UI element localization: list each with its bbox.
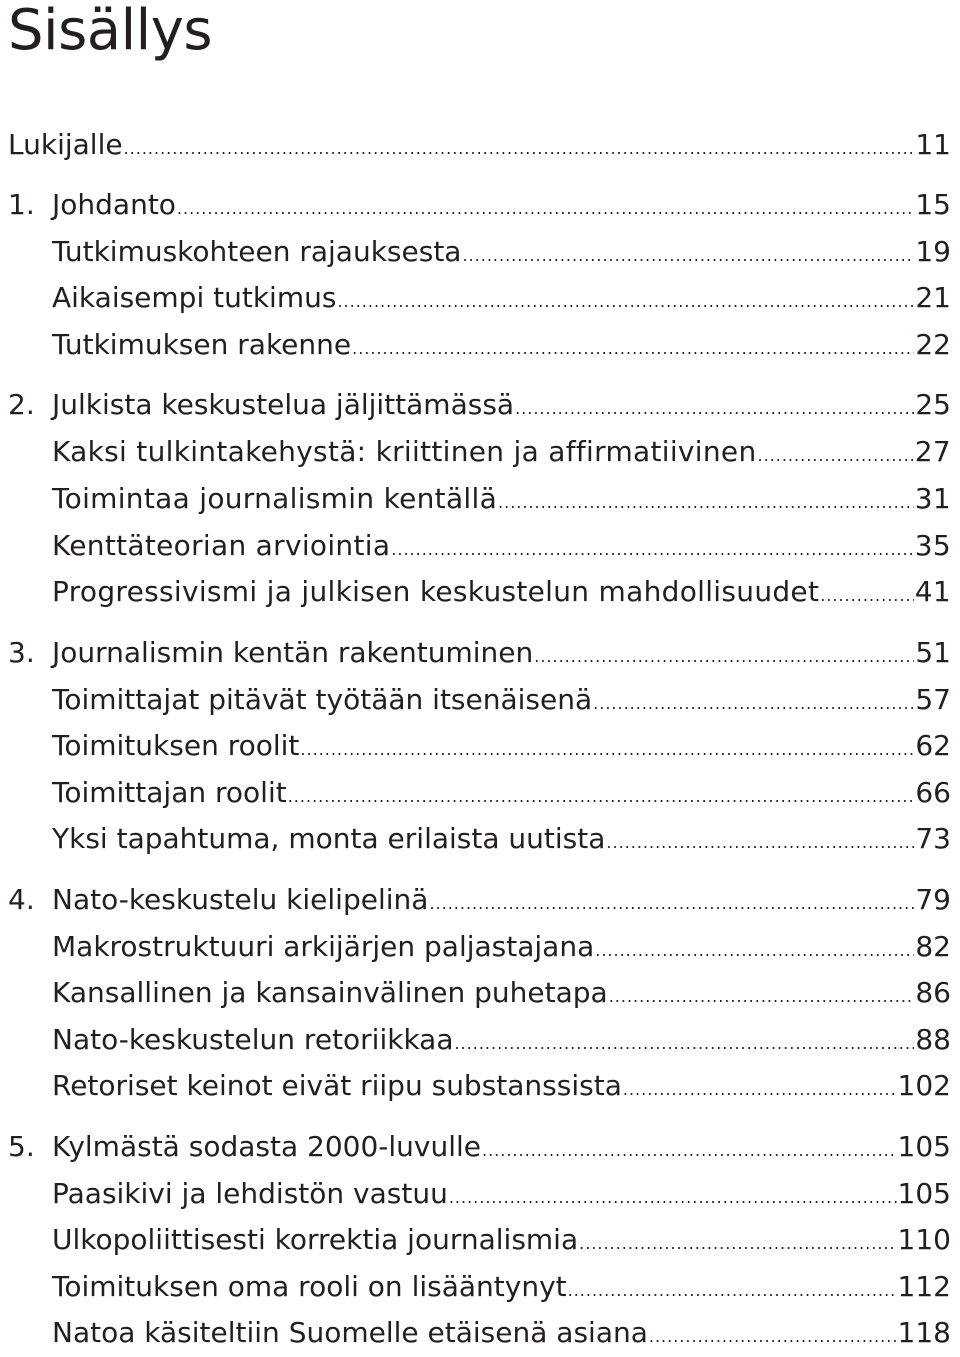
toc-page-number: 82 (915, 930, 951, 963)
dot-leader (820, 576, 914, 616)
toc-section (0, 572, 960, 612)
toc-entry-label: Aikaisempi tutkimus (52, 281, 337, 314)
toc-entry-label: Toimituksen roolit (52, 729, 300, 762)
toc-chapter-2 (0, 385, 960, 425)
toc-section (0, 1020, 960, 1060)
chapter-number: 4. (8, 883, 35, 916)
dot-leader (606, 823, 914, 863)
toc-section (0, 973, 960, 1013)
toc-entry-label: Yksi tapahtuma, monta erilaista uutista (52, 822, 606, 855)
page-title: Sisällys (8, 0, 213, 63)
chapter-number: 5. (8, 1130, 35, 1163)
toc-page-number: 105 (897, 1177, 951, 1210)
dot-leader (482, 1131, 897, 1171)
toc-entry-label: Tutkimuksen rakenne (52, 328, 352, 361)
dot-leader (534, 637, 914, 677)
toc-entry-label: Julkista keskustelua jäljittämässä (52, 388, 515, 421)
dot-leader (758, 436, 914, 476)
dot-leader (498, 483, 914, 523)
dot-leader (391, 530, 913, 570)
toc-section (0, 1313, 960, 1353)
toc-page-number: 105 (897, 1130, 951, 1163)
toc-section (0, 1066, 960, 1106)
toc-entry-label: Journalismin kentän rakentuminen (52, 636, 534, 669)
dot-leader (595, 931, 914, 971)
toc-page-number: 51 (915, 636, 951, 669)
toc-page-number: 19 (915, 235, 951, 268)
toc-page-number: 86 (915, 976, 951, 1009)
chapter-number: 3. (8, 636, 35, 669)
toc-page-number: 57 (915, 683, 951, 716)
toc-entry-label: Nato-keskustelu kielipelinä (52, 883, 429, 916)
toc-section (0, 680, 960, 720)
toc-page-number: 110 (897, 1223, 951, 1256)
toc-section (0, 526, 960, 566)
toc-page-number: 11 (915, 128, 951, 161)
toc-section (0, 278, 960, 318)
dot-leader (609, 977, 915, 1017)
toc-entry-label: Makrostruktuuri arkijärjen paljastajana (52, 930, 595, 963)
toc-section (0, 773, 960, 813)
toc-entry-label: Toimittajat pitävät työtään itsenäisenä (52, 683, 593, 716)
dot-leader (177, 189, 914, 229)
dot-leader (288, 777, 915, 817)
toc-entry-label: Toimituksen oma rooli on lisääntynyt (52, 1270, 567, 1303)
dot-leader (455, 1024, 915, 1064)
toc-page-number: 41 (914, 575, 951, 608)
toc-page-number: 27 (914, 435, 951, 468)
toc-entry-label: Paasikivi ja lehdistön vastuu (52, 1177, 448, 1210)
toc-page-number: 25 (915, 388, 951, 421)
dot-leader (649, 1317, 897, 1357)
toc-page-number: 21 (915, 281, 951, 314)
dot-leader (124, 129, 915, 169)
toc-page-number: 35 (914, 529, 951, 562)
toc-chapter-1 (0, 185, 960, 225)
toc-section (0, 1174, 960, 1214)
toc-entry-label: Johdanto (52, 188, 176, 221)
dot-leader (462, 236, 914, 276)
dot-leader (593, 684, 914, 724)
toc-section (0, 1220, 960, 1260)
toc-entry-lukijalle (0, 125, 960, 165)
toc-page-number: 112 (897, 1270, 951, 1303)
toc-chapter-4 (0, 880, 960, 920)
toc-entry-label: Toimittajan roolit (52, 776, 287, 809)
toc-chapter-3 (0, 633, 960, 673)
toc-section (0, 726, 960, 766)
dot-leader (352, 329, 914, 369)
toc-page-number: 22 (915, 328, 951, 361)
toc-section (0, 479, 960, 519)
toc-entry-label: Ulkopoliittisesti korrektia journalismia (52, 1223, 579, 1256)
toc-section (0, 1267, 960, 1307)
dot-leader (449, 1178, 897, 1218)
toc-page-number: 15 (915, 188, 951, 221)
toc-chapter-5 (0, 1127, 960, 1167)
chapter-number: 1. (8, 188, 35, 221)
toc-entry-label: Kenttäteorian arviointia (52, 529, 391, 562)
dot-leader (579, 1224, 896, 1264)
toc-entry-label: Tutkimuskohteen rajauksesta (52, 235, 462, 268)
dot-leader (568, 1271, 897, 1311)
toc-entry-label: Natoa käsiteltiin Suomelle etäisenä asiana (52, 1316, 648, 1349)
toc-page-number: 31 (914, 482, 951, 515)
dot-leader (337, 282, 914, 322)
toc-entry-label: Toimintaa journalismin kentällä (52, 482, 498, 515)
chapter-number: 2. (8, 388, 35, 421)
toc-section (0, 232, 960, 272)
dot-leader (429, 884, 914, 924)
toc-page-number: 66 (915, 776, 951, 809)
toc-page-number: 73 (915, 822, 951, 855)
toc-section (0, 432, 960, 472)
toc-page-number: 118 (897, 1316, 951, 1349)
toc-entry-label: Lukijalle (8, 128, 123, 161)
toc-page-number: 88 (915, 1023, 951, 1056)
toc-entry-label: Kaksi tulkintakehystä: kriittinen ja affirmatiivinen (52, 435, 757, 468)
toc-entry-label: Retoriset keinot eivät riipu substanssista (52, 1069, 622, 1102)
toc-section (0, 325, 960, 365)
toc-entry-label: Kansallinen ja kansainvälinen puhetapa (52, 976, 608, 1009)
dot-leader (300, 730, 914, 770)
dot-leader (623, 1070, 897, 1110)
toc-entry-label: Kylmästä sodasta 2000-luvulle (52, 1130, 481, 1163)
toc-section (0, 927, 960, 967)
toc-entry-label: Nato-keskustelun retoriikkaa (52, 1023, 454, 1056)
dot-leader (515, 389, 914, 429)
toc-entry-label: Progressivismi ja julkisen keskustelun mahdollisuudet (52, 575, 820, 608)
toc-page-number: 102 (897, 1069, 951, 1102)
toc-section (0, 819, 960, 859)
toc-page-number: 62 (915, 729, 951, 762)
toc-page-number: 79 (915, 883, 951, 916)
